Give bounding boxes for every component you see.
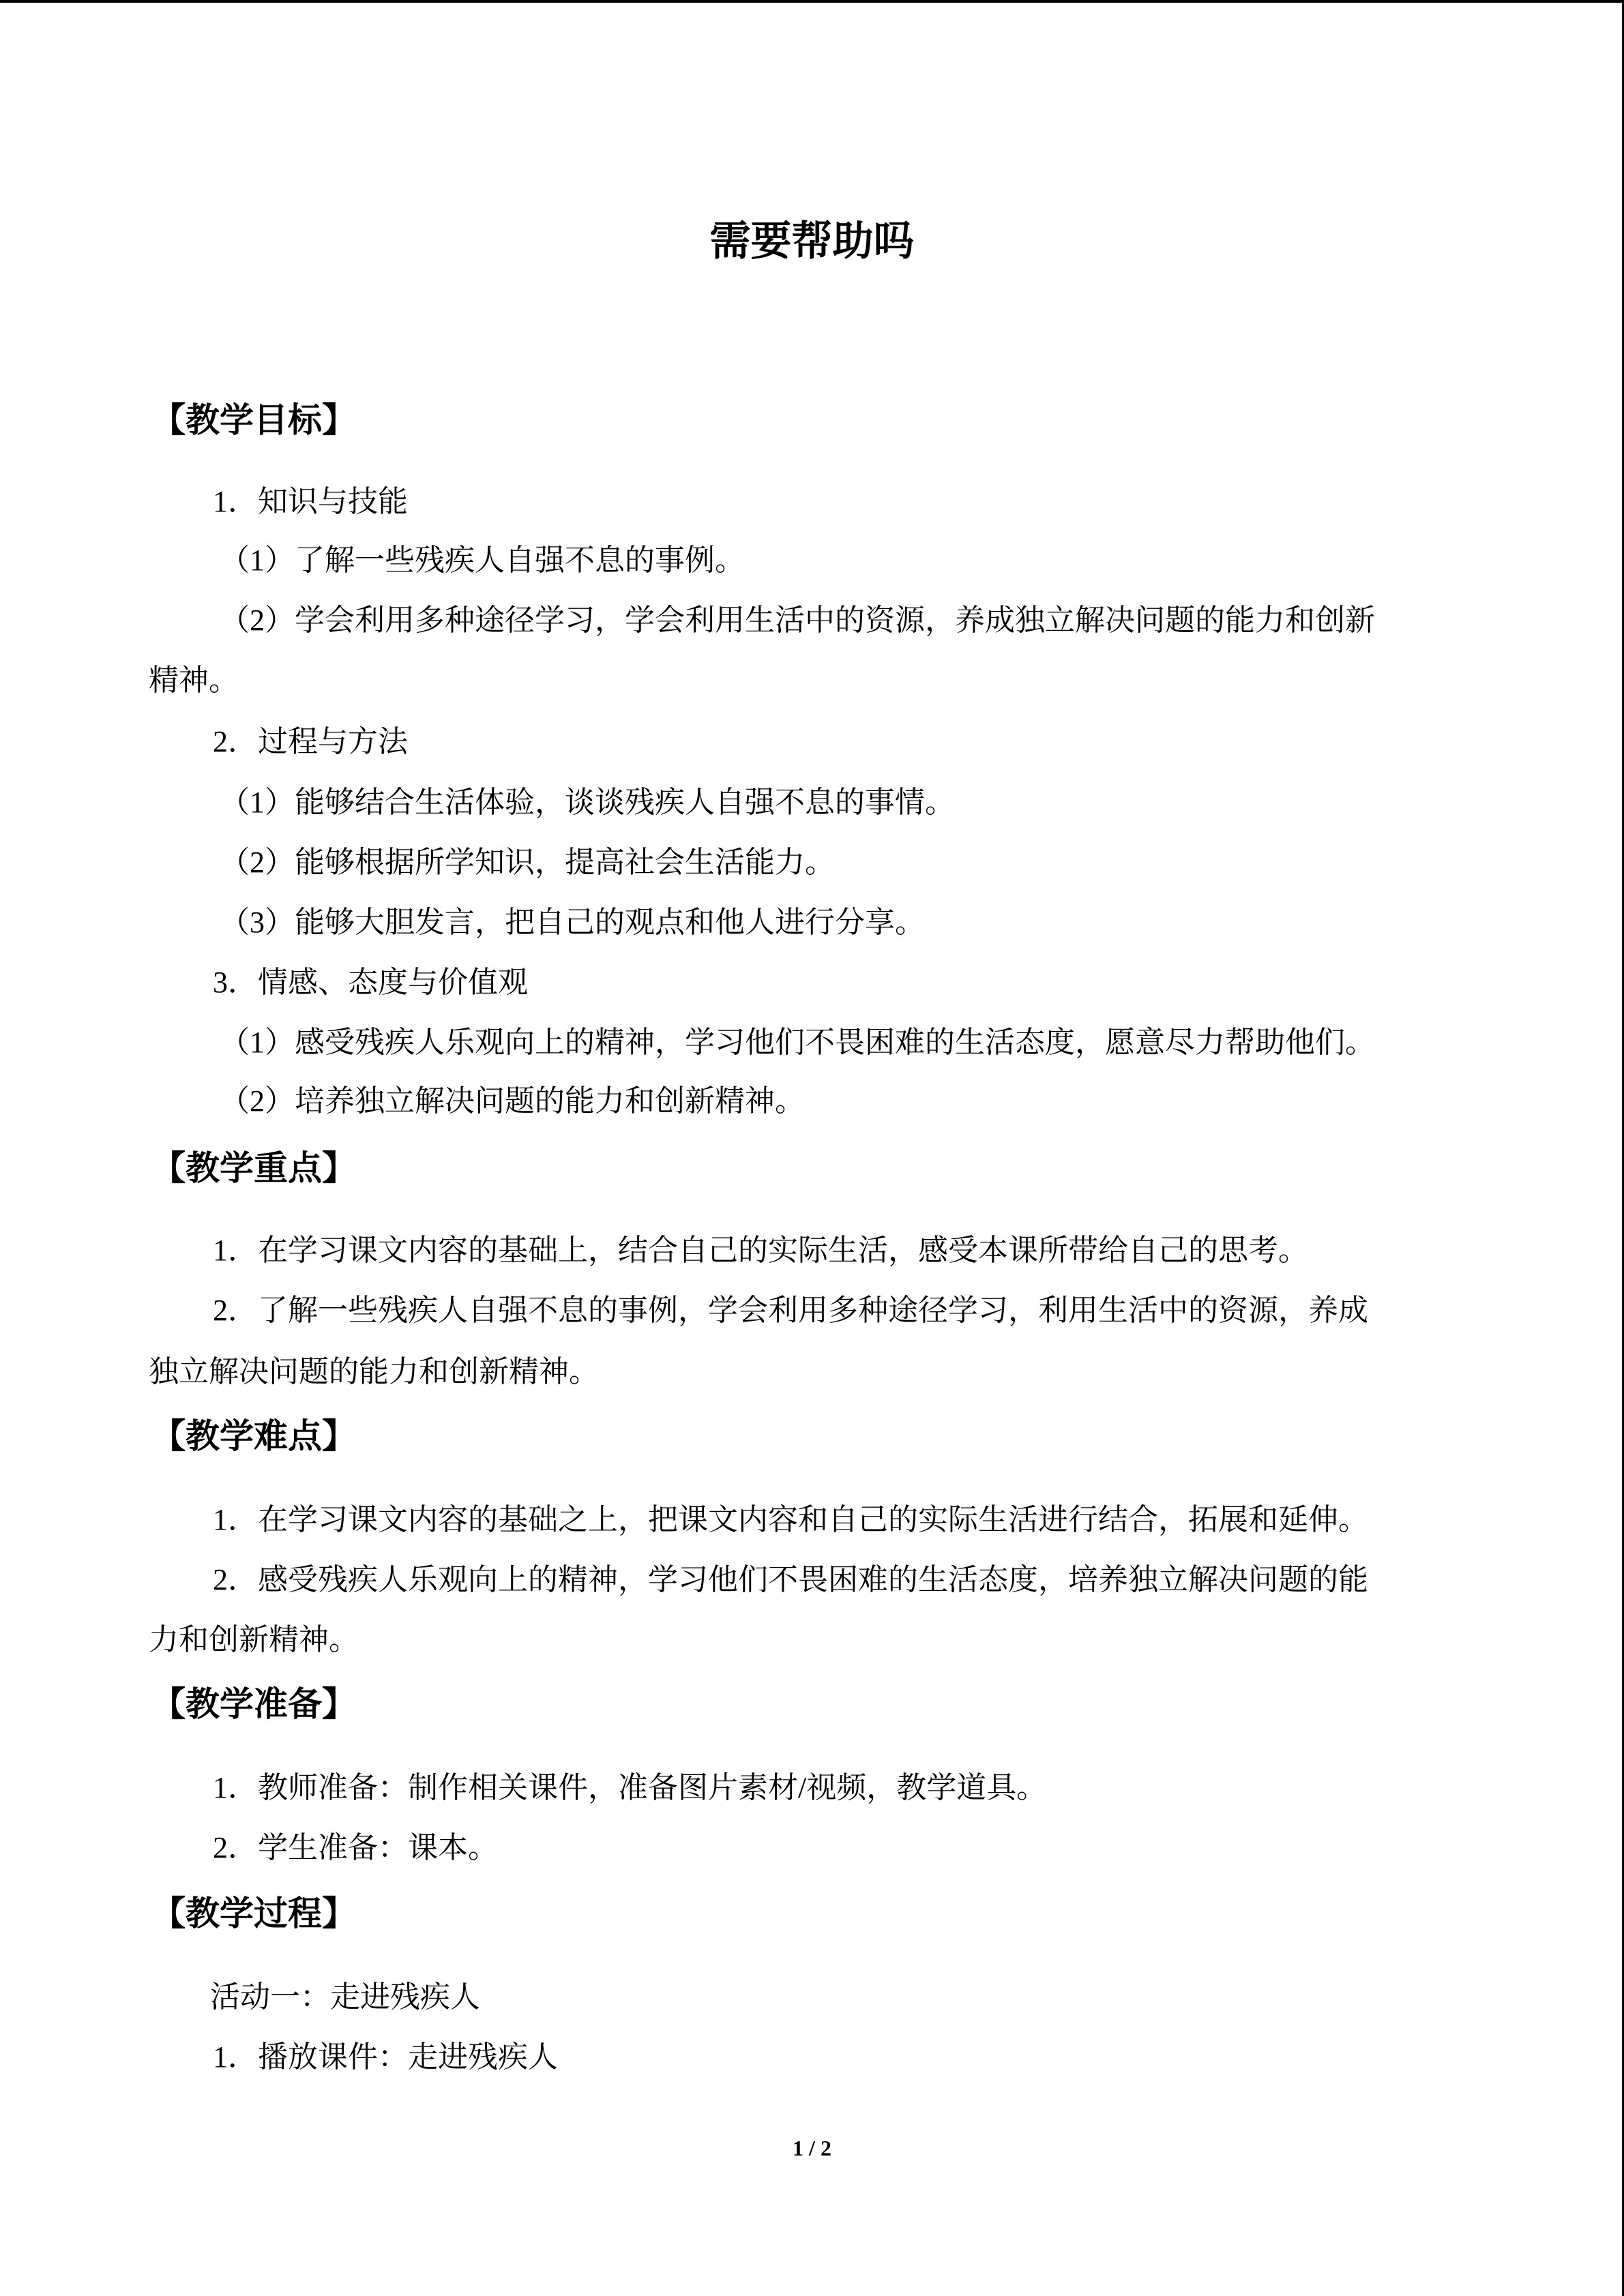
key-point-line: 1．在学习课文内容的基础上，结合自己的实际生活，感受本课所带给自己的思考。 xyxy=(213,1234,1308,1267)
objective-line: （1）感受残疾人乐观向上的精神，学习他们不畏困难的生活态度，愿意尽力帮助他们。 xyxy=(220,1026,1375,1059)
section-heading-process: 【教学过程】 xyxy=(151,1894,356,1933)
process-line: 1．播放课件：走进残疾人 xyxy=(213,2040,558,2074)
difficulty-line: 2．感受残疾人乐观向上的精神，学习他们不畏困难的生活态度，培养独立解决问题的能 xyxy=(213,1563,1368,1596)
process-line: 活动一：走进残疾人 xyxy=(210,1980,480,2014)
objective-line: （2）能够根据所学知识，提高社会生活能力。 xyxy=(220,846,835,879)
objective-line: （3）能够大胆发言，把自己的观点和他人进行分享。 xyxy=(220,906,925,939)
objective-line: 3．情感、态度与价值观 xyxy=(213,966,528,999)
section-heading-preparation: 【教学准备】 xyxy=(151,1685,356,1723)
preparation-line: 1．教师准备：制作相关课件，准备图片素材/视频，教学道具。 xyxy=(213,1771,1047,1804)
objective-line: 2．过程与方法 xyxy=(213,725,408,758)
objective-line: （2）学会利用多种途径学习，学会利用生活中的资源，养成独立解决问题的能力和创新 xyxy=(220,603,1375,637)
section-heading-objectives: 【教学目标】 xyxy=(151,401,356,439)
objective-line: 1．知识与技能 xyxy=(213,485,408,518)
page-top-border xyxy=(0,0,1624,3)
page-number: 1 / 2 xyxy=(793,2136,831,2160)
objective-line: （1）了解一些残疾人自强不息的事例。 xyxy=(220,543,745,577)
objective-line: （1）能够结合生活体验，谈谈残疾人自强不息的事情。 xyxy=(220,786,955,819)
difficulty-line-wrap: 力和创新精神。 xyxy=(149,1623,359,1656)
document-title: 需要帮助吗 xyxy=(709,219,915,264)
objective-line-wrap: 精神。 xyxy=(149,664,239,697)
objective-line: （2）培养独立解决问题的能力和创新精神。 xyxy=(220,1084,805,1118)
key-point-line: 2．了解一些残疾人自强不息的事例，学会利用多种途径学习，利用生活中的资源，养成 xyxy=(213,1294,1368,1327)
preparation-line: 2．学生准备：课本。 xyxy=(213,1831,498,1864)
section-heading-difficulties: 【教学难点】 xyxy=(151,1417,356,1455)
section-heading-key-points: 【教学重点】 xyxy=(151,1149,356,1187)
key-point-line-wrap: 独立解决问题的能力和创新精神。 xyxy=(149,1355,599,1388)
difficulty-line: 1．在学习课文内容的基础之上，把课文内容和自己的实际生活进行结合，拓展和延伸。 xyxy=(213,1503,1368,1536)
